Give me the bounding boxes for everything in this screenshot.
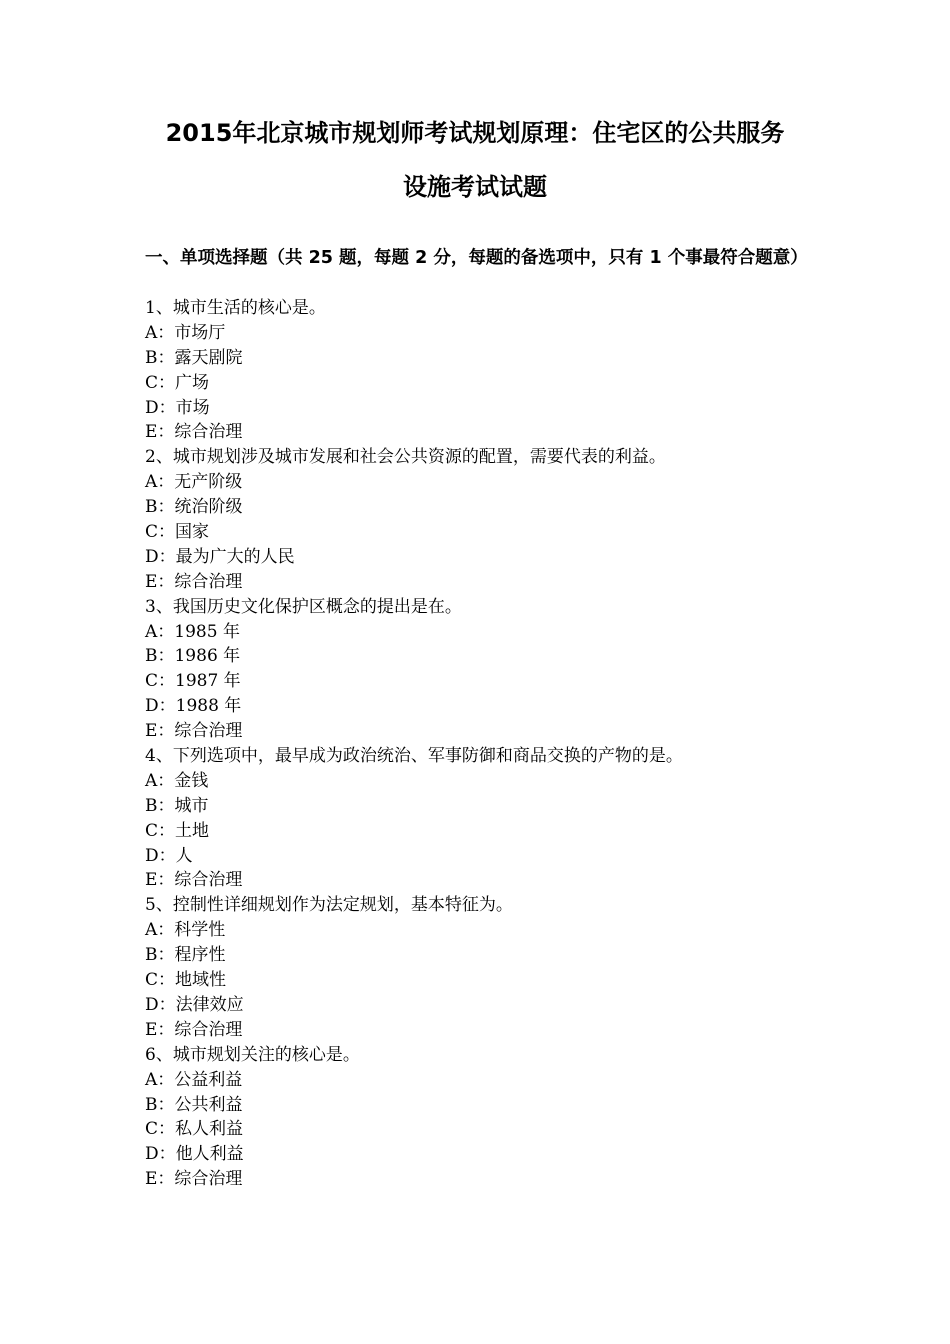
question-3 <box>145 595 835 744</box>
option-a: A：科学性 <box>145 920 226 941</box>
option-d: D：人 <box>145 845 193 866</box>
option-a: A：公益利益 <box>145 1069 243 1090</box>
option-a: A：金钱 <box>145 770 209 791</box>
option-b: B：露天剧院 <box>145 347 243 368</box>
option-b: B：公共利益 <box>145 1094 243 1115</box>
option-c: C：土地 <box>145 820 210 841</box>
section-heading: 一、单项选择题（共 25 题，每题 2 分，每题的备选项中，只有 1 个事最符合题意） <box>145 248 808 268</box>
option-b: B：1986 年 <box>145 646 241 667</box>
option-e: E：综合治理 <box>145 1169 243 1190</box>
option-c: C：1987 年 <box>145 671 241 692</box>
option-b: B：程序性 <box>145 945 226 966</box>
question-stem: 4、下列选项中，最早成为政治统治、军事防御和商品交换的产物的是。 <box>145 746 683 767</box>
option-e: E：综合治理 <box>145 422 243 443</box>
option-e: E：综合治理 <box>145 571 243 592</box>
option-e: E：综合治理 <box>145 721 243 742</box>
option-d: D：市场 <box>145 397 210 418</box>
question-list <box>145 296 835 1192</box>
question-2 <box>145 445 835 594</box>
option-c: C：地域性 <box>145 970 227 991</box>
option-e: E：综合治理 <box>145 1019 243 1040</box>
question-5 <box>145 893 835 1042</box>
option-c: C：广场 <box>145 372 210 393</box>
option-a: A：1985 年 <box>145 621 240 642</box>
document-title-line-2: 设施考试试题 <box>403 173 547 201</box>
option-d: D：1988 年 <box>145 696 242 717</box>
option-d: D：他人利益 <box>145 1144 244 1165</box>
question-stem: 3、我国历史文化保护区概念的提出是在。 <box>145 596 462 617</box>
question-1 <box>145 296 835 445</box>
question-stem: 1、城市生活的核心是。 <box>145 298 326 318</box>
option-b: B：统治阶级 <box>145 497 243 518</box>
option-d: D：法律效应 <box>145 994 244 1015</box>
question-stem: 5、控制性详细规划作为法定规划，基本特征为。 <box>145 895 513 916</box>
question-stem: 2、城市规划涉及城市发展和社会公共资源的配置，需要代表的利益。 <box>145 447 666 468</box>
question-stem: 6、城市规划关注的核心是。 <box>145 1044 360 1065</box>
question-4 <box>145 744 835 893</box>
option-c: C：私人利益 <box>145 1119 244 1140</box>
question-6 <box>145 1043 835 1192</box>
option-d: D：最为广大的人民 <box>145 546 295 567</box>
option-b: B：城市 <box>145 795 209 816</box>
option-a: A：无产阶级 <box>145 472 243 493</box>
option-a: A：市场厅 <box>145 322 226 343</box>
document-title-line-1: 2015年北京城市规划师考试规划原理：住宅区的公共服务 <box>165 119 785 147</box>
option-c: C：国家 <box>145 522 210 543</box>
option-e: E：综合治理 <box>145 870 243 891</box>
